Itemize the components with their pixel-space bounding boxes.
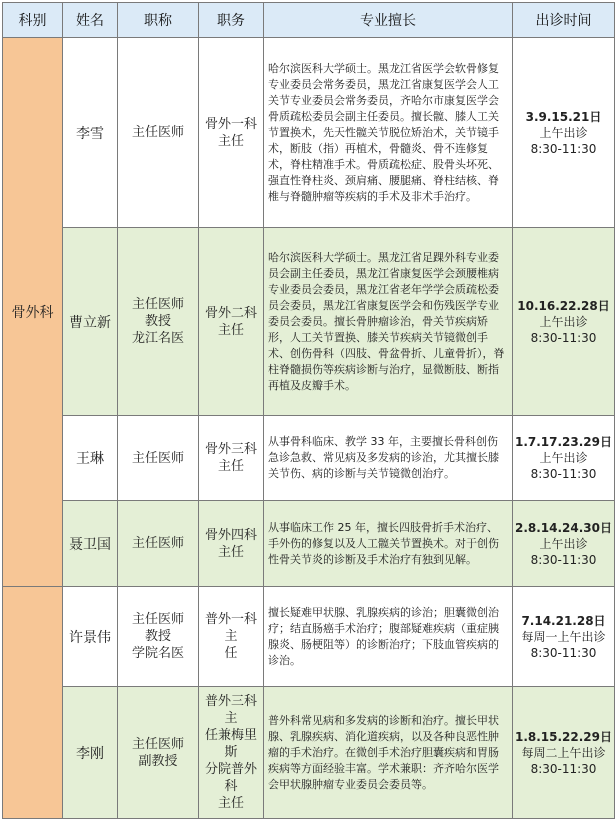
clinic-time	[513, 416, 615, 501]
doctor-name: 李雪	[63, 38, 118, 228]
doctor-title: 主任医师	[118, 501, 199, 587]
header-name: 姓名	[63, 3, 118, 38]
clinic-days: 10.16.22.28日	[517, 298, 610, 313]
doctor-specialty: 哈尔滨医科大学硕士。黑龙江省足踝外科专业委员会副主任委员，黑龙江省康复医学会颈腰椎病专业委员会委员，黑龙江省老年学学会质疏松委员会委员，黑龙江省康复医学会和伤残医学专业委员会委员。擅长骨肿瘤诊治，骨关节疾病矫形，人工关节置换、膝关节疾病关节镜微创手术、创伤骨科（四肢、骨盆骨折、儿童骨折），脊柱脊髓损伤等疾病诊断与治疗，显微断肢、断指再植及皮瓣手术。	[264, 228, 513, 416]
clinic-session: 上午出诊	[539, 451, 588, 465]
clinic-days: 7.14.21.28日	[521, 613, 606, 628]
table-row	[3, 587, 615, 687]
doctor-specialty: 从事骨科临床、教学 33 年，主要擅长骨科创伤急诊急救、常见病及多发病的诊治，尤其擅长膝关节伤、病的诊断与关节镜微创治疗。	[264, 416, 513, 501]
clinic-time	[513, 228, 615, 416]
doctor-specialty: 擅长疑难甲状腺、乳腺疾病的诊治；胆囊微创治疗；结直肠癌手术治疗；腹部疑难疾病（重症胰腺炎、肠梗阻等）的诊断治疗；下肢血管疾病的诊治。	[264, 587, 513, 687]
table-row	[3, 228, 615, 416]
table-row	[3, 38, 615, 228]
clinic-hours: 8:30-11:30	[530, 645, 597, 660]
table-row	[3, 501, 615, 587]
clinic-hours: 8:30-11:30	[530, 330, 597, 345]
clinic-session: 每周二上午出诊	[521, 745, 606, 760]
header-department: 科别	[3, 3, 63, 38]
schedule-table	[2, 2, 615, 819]
doctor-position: 普外一科主 任	[199, 587, 264, 687]
clinic-days: 2.8.14.24.30日	[514, 520, 613, 535]
clinic-hours: 8:30-11:30	[530, 141, 597, 156]
table-row	[3, 687, 615, 819]
clinic-days: 1.7.17.23.29日	[514, 435, 613, 449]
doctor-title: 主任医师 教授 龙江名医	[118, 228, 199, 416]
clinic-hours: 8:30-11:30	[530, 552, 597, 567]
clinic-time	[513, 38, 615, 228]
doctor-name: 曹立新	[63, 228, 118, 416]
clinic-session: 每周一上午出诊	[521, 629, 606, 644]
doctor-position: 骨外一科 主任	[199, 38, 264, 228]
doctor-name: 许景伟	[63, 587, 118, 687]
doctor-title: 主任医师 副教授	[118, 687, 199, 819]
doctor-specialty: 从事临床工作 25 年，擅长四肢骨折手术治疗、手外伤的修复以及人工髋关节置换术。对于创伤性骨关节炎的诊断及手术治疗有独到见解。	[264, 501, 513, 587]
clinic-session: 上午出诊	[539, 125, 588, 140]
clinic-time	[513, 687, 615, 819]
header-title: 职称	[118, 3, 199, 38]
doctor-name: 聂卫国	[63, 501, 118, 587]
doctor-specialty: 哈尔滨医科大学硕士。黑龙江省医学会软骨修复专业委员会常务委员，黑龙江省康复医学会人工关节专业委员会常务委员，齐哈尔市康复医学会骨质疏松委员会副主任委员。擅长髋、膝人工关节置换术，先天性髋关节脱位矫治术，关节镜手术，断肢（指）再植术，骨髓炎、骨不连修复术，脊柱精准手术。骨质疏松症、股骨头坏死、强直性脊柱炎、颈肩痛、腰腿痛、脊柱结核、脊椎与脊髓肿瘤等疾病的手术及非术手治疗。	[264, 38, 513, 228]
department-ortho: 骨外科	[3, 38, 63, 587]
clinic-days: 1.8.15.22.29日	[514, 729, 613, 744]
table-row	[3, 416, 615, 501]
clinic-hours: 8:30-11:30	[530, 467, 597, 481]
doctor-position: 普外三科主 任兼梅里斯 分院普外科 主任	[199, 687, 264, 819]
header-position: 职务	[199, 3, 264, 38]
header-row	[3, 3, 615, 38]
doctor-name: 王琳	[63, 416, 118, 501]
doctor-title: 主任医师	[118, 416, 199, 501]
clinic-time	[513, 501, 615, 587]
department-general	[3, 587, 63, 819]
doctor-position: 骨外四科 主任	[199, 501, 264, 587]
clinic-session: 上午出诊	[539, 314, 588, 329]
clinic-hours: 8:30-11:30	[530, 761, 597, 776]
doctor-name: 李刚	[63, 687, 118, 819]
doctor-title: 主任医师 教授 学院名医	[118, 587, 199, 687]
clinic-session: 上午出诊	[539, 536, 588, 551]
doctor-specialty: 普外科常见病和多发病的诊断和治疗。擅长甲状腺、乳腺疾病、消化道疾病，以及各种良恶性肿瘤的手术治疗。在微创手术治疗胆囊疾病和胃肠疾病等方面经验丰富。学术兼职：齐齐哈尔医学会甲状腺肿瘤专业委员会委员等。	[264, 687, 513, 819]
clinic-days: 3.9.15.21日	[525, 109, 602, 124]
doctor-position: 骨外二科 主任	[199, 228, 264, 416]
header-specialty: 专业擅长	[264, 3, 513, 38]
doctor-position: 骨外三科 主任	[199, 416, 264, 501]
header-clinic-time: 出诊时间	[513, 3, 615, 38]
doctor-title: 主任医师	[118, 38, 199, 228]
clinic-time	[513, 587, 615, 687]
